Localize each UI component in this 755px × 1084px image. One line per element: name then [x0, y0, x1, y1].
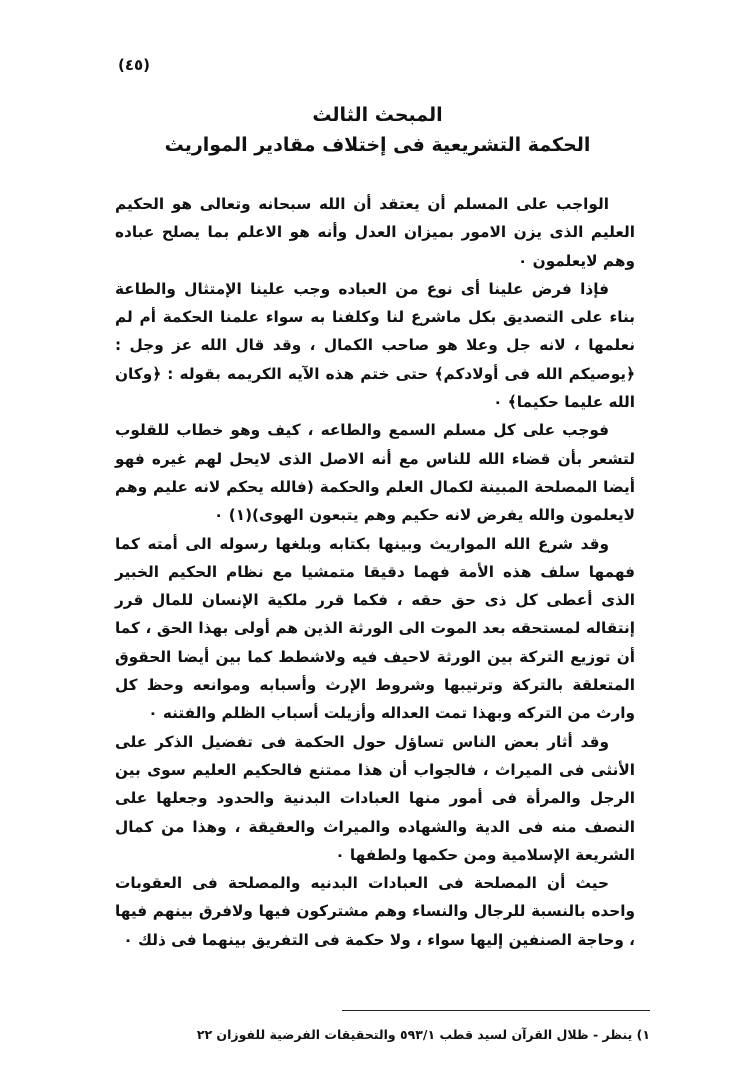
paragraph-4: وقد شرع الله المواريث وبينها بكتابه وبلغها رسوله الى أمته كما فهمها سلف هذه الأمة فهما دقيقا متمشيا مع نظام الحكيم الخبير الذى أعطى كل ذى حق حقه ، فكما قرر ملكية الإنسان للمال قرر إنتقاله لمستحقه بعد الموت الى الورثة الذين هم أولى بهذا الحق ، كما أن توزيع التركة بين الورثة لاحيف فيه ولاشطط كما بين أيضا الحقوق المتعلقة بالتركة وترتيبها وشروط الإرث وأسبابه وموانعه وحظ كل وارث من التركه وبهذا تمت العداله وأزيلت أسباب الظلم والفتنه ٠ — [115, 534, 635, 723]
paragraph-5: وقد أثار بعض الناس تساؤل حول الحكمة فى تفضيل الذكر على الأنثى فى الميراث ، فالجواب أن هذا ممتنع فالحكيم العليم سوى بين الرجل والمرأة فى أمور منها العبادات البدنية والحدود وجعلها على النصف منه فى الدية والشهاده والميراث والعقيقة ، وهذا من كمال الشريعة الإسلامية ومن حكمها ولطفها ٠ — [115, 732, 635, 864]
section-heading: المبحث الثالث — [312, 104, 443, 126]
body-text — [115, 190, 635, 954]
footnote: ١) ينظر - ظلال القرآن لسيد قطب ٥٩٣/١ والتحقيقات الفرضية للفوزان ٢٢ — [196, 1027, 650, 1042]
footnote-divider — [342, 1010, 650, 1011]
paragraph-2: فإذا فرض علينا أى نوع من العباده وجب علينا الإمتثال والطاعة بناء على التصديق بكل ماشرع لنا وكلفنا به سواء علمنا الحكمة أم لم نعلمها ، لانه جل وعلا هو صاحب الكمال ، وقد قال الله عز وجل : ﴿يوصيكم الله فى أولادكم﴾ حتى ختم هذه الآيه الكريمه بقوله : ﴿وكان الله عليما حكيما﴾ ٠ — [115, 279, 635, 412]
paragraph-3: فوجب على كل مسلم السمع والطاعه ، كيف وهو خطاب للقلوب لتشعر بأن قضاء الله للناس مع أنه الاصل الذى لايحل لهم غيره فهو أيضا المصلحة المبينة لكمال العلم والحكمة (فالله يحكم لانه عليم وهم لايعلمون والله يفرض لانه حكيم وهم يتبعون الهوى)(١) ٠ — [115, 421, 635, 525]
paragraph-6: حيث أن المصلحة فى العبادات البدنيه والمصلحة فى العقوبات واحده بالنسبة للرجال والنساء وهم مشتركون فيها ولافرق بينهم فيها ، وحاجة الصنفين إليها سواء ، ولا حكمة فى التفريق بينهما فى ذلك ٠ — [115, 874, 635, 949]
paragraph-1: الواجب على المسلم أن يعتقد أن الله سبحانه وتعالى هو الحكيم العليم الذى يزن الامور بميزان العدل وأنه هو الاعلم بما يصلح عباده وهم لايعلمون ٠ — [115, 195, 635, 270]
page-number: (٤٥) — [118, 56, 151, 74]
section-title: الحكمة التشريعية فى إختلاف مقادير المواريث — [164, 134, 591, 156]
